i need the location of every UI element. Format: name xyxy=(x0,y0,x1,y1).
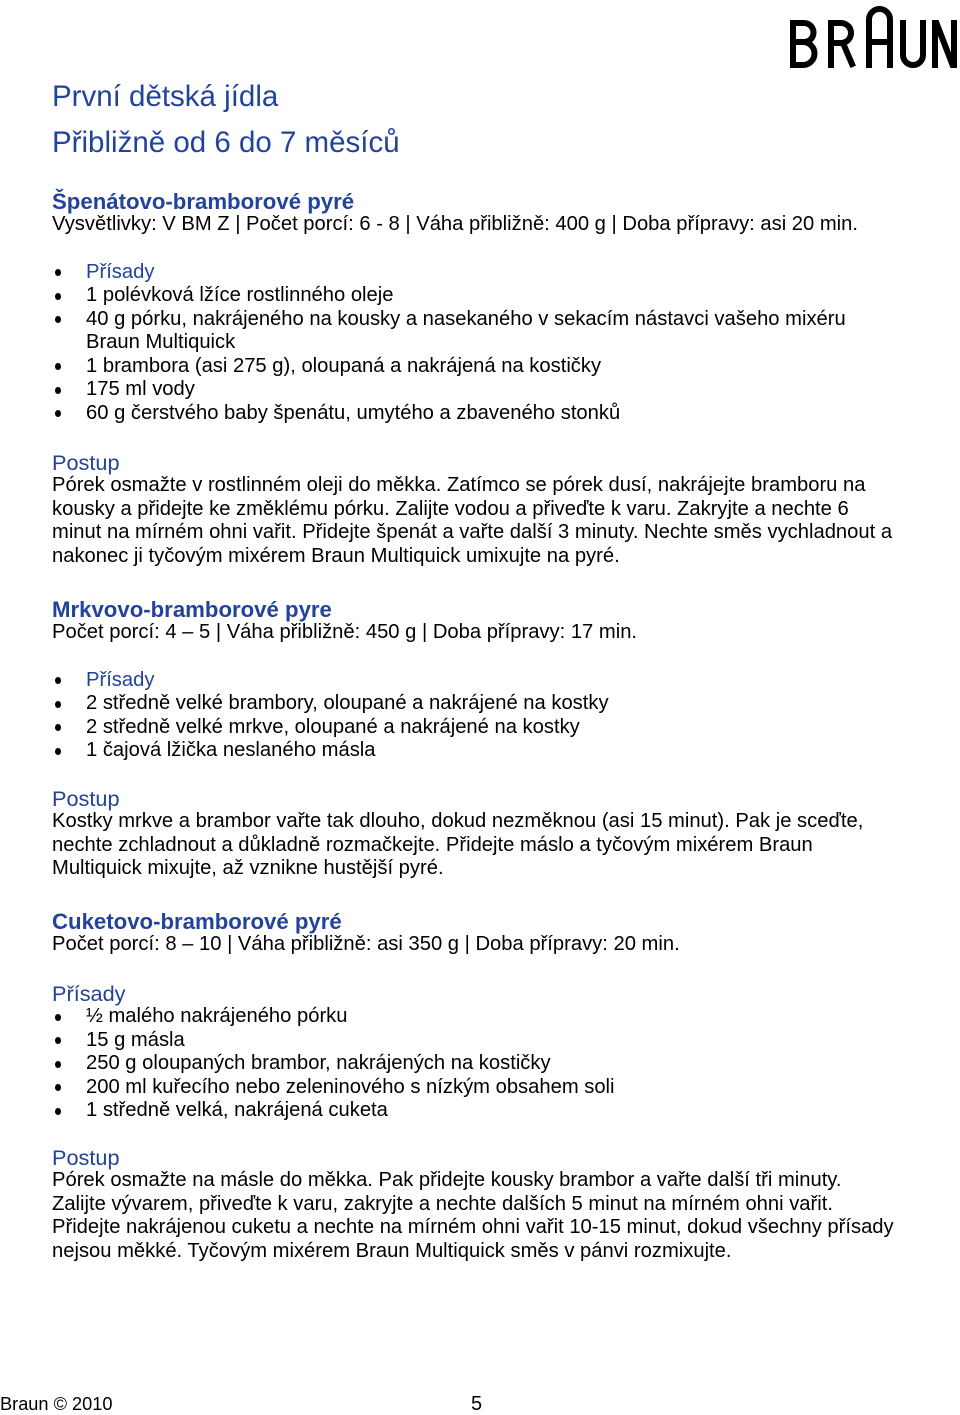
logo-glyph-u xyxy=(903,23,923,65)
ingredient-item xyxy=(52,1052,886,1076)
ingredient-item xyxy=(52,1076,886,1100)
method-label: Postup xyxy=(52,785,120,811)
method-text-line: Multiquick mixujte, až vznikne hustější pyré. xyxy=(52,857,444,879)
logo-glyph-r xyxy=(831,23,852,65)
ingredient-text: 1 polévková lžíce rostlinného oleje xyxy=(86,284,394,306)
ingredient-text: 40 g pórku, nakrájeného na kousky a nasekaného v sekacím nástavci vašeho mixéru Braun Multiquick xyxy=(86,307,846,353)
ingredient-item xyxy=(52,1029,886,1053)
ingredients-block xyxy=(52,982,886,1123)
ingredient-text: 2 středně velké brambory, oloupané a nakrájené na kostky xyxy=(86,692,609,714)
ingredient-text: 175 ml vody xyxy=(86,378,195,400)
ingredient-item xyxy=(52,1005,886,1029)
ingredient-item xyxy=(52,692,886,716)
method-text-line: kousky a přidejte ke změklému pórku. Zalijte vodou a přiveďte k varu. Zakryjte a nechte 6 xyxy=(52,497,849,520)
method-paragraph xyxy=(52,451,892,569)
ingredient-text: 2 středně velké mrkve, oloupané a nakrájené na kostky xyxy=(86,715,580,738)
method-text-line: Pórek osmažte v rostlinném oleji do měkka. Zatímco se pórek dusí, nakrájejte bramboru na xyxy=(52,474,866,496)
ingredient-text: ½ malého nakrájeného pórku xyxy=(86,1005,348,1027)
method-text-line: Přidejte nakrájenou cuketu a nechte na mírném ohni vařit 10-15 minut, dokud všechny přísady xyxy=(52,1216,894,1238)
ingredient-text: 1 středně velká, nakrájená cuketa xyxy=(86,1099,388,1121)
recipe-title: Mrkvovo-bramborové pyre xyxy=(52,596,332,622)
bullet-icon xyxy=(55,1108,61,1115)
method-text-line: nejsou měkké. Tyčovým mixérem Braun Multiquick směs v pánvi rozmixujte. xyxy=(52,1239,732,1262)
bullet-icon xyxy=(55,748,61,755)
page-title: První dětská jídla xyxy=(52,80,279,113)
ingredient-list xyxy=(52,1005,886,1123)
method-paragraph xyxy=(52,787,863,881)
ingredient-item xyxy=(52,716,886,740)
method-text-line: nakonec ji tyčovým mixérem Braun Multiquick umixujte na pyré. xyxy=(52,544,620,567)
recipe-meta: Počet porcí: 8 – 10 | Váha přibližně: asi 350 g | Doba přípravy: 20 min. xyxy=(52,933,680,955)
bullet-icon xyxy=(55,1084,61,1091)
recipe-header xyxy=(52,910,680,957)
ingredients-label: Přísady xyxy=(86,668,155,691)
page-number: 5 xyxy=(471,1393,483,1415)
bullet-icon xyxy=(55,316,61,323)
recipe-title: Špenátovo-bramborové pyré xyxy=(52,188,355,214)
recipe-header xyxy=(52,598,637,645)
bullet-icon xyxy=(55,1014,61,1021)
footer-copyright: Braun © 2010 xyxy=(0,1394,113,1414)
method-paragraph xyxy=(52,1146,894,1264)
logo-glyph-n xyxy=(932,20,957,68)
ingredient-item xyxy=(52,739,886,763)
braun-logo xyxy=(789,3,960,69)
logo-glyph-a xyxy=(869,9,890,65)
ingredient-text: 1 brambora (asi 275 g), oloupaná a nakrájená na kostičky xyxy=(86,354,602,377)
ingredients-label-item xyxy=(52,669,886,693)
ingredient-item xyxy=(52,1099,886,1123)
ingredient-text: 250 g oloupaných brambor, nakrájených na kostičky xyxy=(86,1052,551,1074)
ingredient-text: 60 g čerstvého baby špenátu, umytého a zbaveného stonků xyxy=(86,401,621,424)
ingredients-label: Přísady xyxy=(52,980,126,1006)
method-text-line: Pórek osmažte na másle do měkka. Pak přidejte kousky brambor a vařte další tři minuty. xyxy=(52,1169,842,1191)
method-label: Postup xyxy=(52,1144,120,1170)
bullet-icon xyxy=(55,410,61,417)
ingredient-item xyxy=(52,378,886,402)
bullet-icon xyxy=(55,363,61,370)
page-subtitle: Přibližně od 6 do 7 měsíců xyxy=(52,126,400,159)
logo-glyph-b xyxy=(793,23,815,65)
ingredient-list xyxy=(52,261,886,426)
method-text-line: nechte zchladnout a důkladně rozmačkejte. Přidejte máslo a tyčovým mixérem Braun xyxy=(52,833,813,856)
bullet-icon xyxy=(55,387,61,394)
bullet-icon xyxy=(55,701,61,708)
ingredient-item xyxy=(52,284,886,308)
ingredient-item xyxy=(52,355,886,379)
ingredient-item xyxy=(52,402,886,426)
ingredients-label: Přísady xyxy=(86,260,155,283)
recipe-title: Cuketovo-bramborové pyré xyxy=(52,908,342,934)
bullet-icon xyxy=(55,1061,61,1068)
recipe-meta: Vysvětlivky: V BM Z | Počet porcí: 6 - 8 | Váha přibližně: 400 g | Doba přípravy: asi 20 min. xyxy=(52,213,859,235)
ingredients-label-item xyxy=(52,261,886,285)
bullet-icon xyxy=(55,677,61,684)
bullet-icon xyxy=(55,293,61,300)
method-text-line: Zalijte vývarem, přiveďte k varu, zakryjte a nechte dalších 5 minut na mírném ohni vařit. xyxy=(52,1192,833,1215)
ingredient-text: 15 g másla xyxy=(86,1028,185,1051)
bullet-icon xyxy=(55,1037,61,1044)
ingredient-item xyxy=(52,308,886,355)
recipe-meta: Počet porcí: 4 – 5 | Váha přibližně: 450 g | Doba přípravy: 17 min. xyxy=(52,621,638,643)
method-label: Postup xyxy=(52,449,120,475)
recipe-header xyxy=(52,190,858,237)
bullet-icon xyxy=(55,269,61,276)
method-text-line: minut na mírném ohni vařit. Přidejte špenát a vařte další 3 minuty. Nechte směs vychladnout a xyxy=(52,521,893,543)
ingredient-text: 200 ml kuřecího nebo zeleninového s nízkým obsahem soli xyxy=(86,1075,615,1098)
bullet-icon xyxy=(55,724,61,731)
ingredient-text: 1 čajová lžička neslaného másla xyxy=(86,739,376,761)
ingredient-list xyxy=(52,669,886,763)
method-text-line: Kostky mrkve a brambor vařte tak dlouho, dokud nezměknou (asi 15 minut). Pak je sceďte, xyxy=(52,810,864,832)
